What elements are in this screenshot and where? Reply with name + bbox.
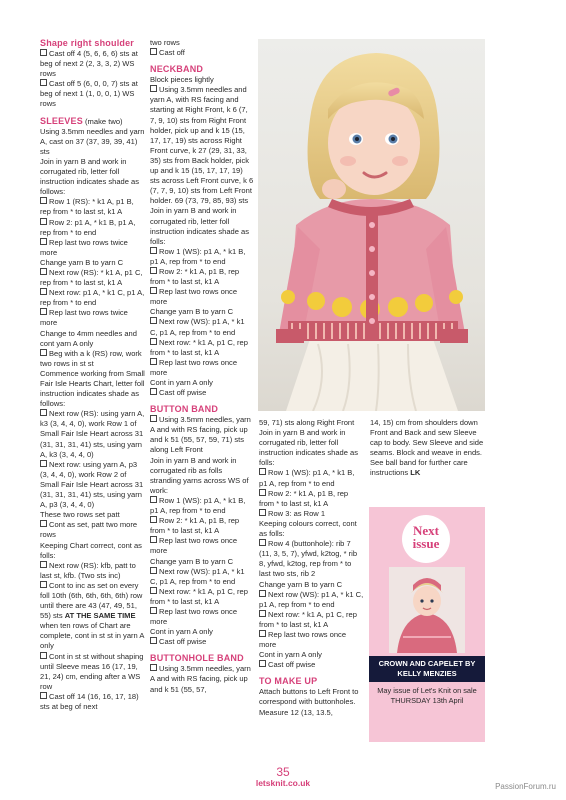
sleeves-change-c: Change yarn B to yarn C (40, 257, 124, 267)
column-3 (259, 418, 364, 718)
button-band-cont: Cont in yarn A only (150, 627, 213, 637)
button-band-change: Change yarn B to yarn C (150, 556, 234, 566)
instruction-line: Row 1 (RS): * k1 A, p1 B, rep from * to last st, k1 A (40, 197, 134, 217)
checkbox-icon[interactable] (150, 287, 157, 294)
instruction-line: Rep last two rows once more (259, 629, 347, 650)
sleeves-intro: Using 3.5mm needles and yarn A, cast on 37 (37, 39, 39, 41) sts (40, 126, 145, 156)
checkbox-icon[interactable] (40, 652, 47, 659)
instruction-line: Next row: * k1 A, p1 C, rep from * to last st, k1 A (150, 337, 248, 357)
checkbox-icon[interactable] (150, 637, 157, 644)
checkbox-icon[interactable] (40, 288, 47, 295)
checkbox-icon[interactable] (259, 610, 266, 617)
col3-change: Change yarn B to yarn C (259, 579, 343, 589)
checkbox-icon[interactable] (150, 388, 157, 395)
checkbox-icon[interactable] (150, 496, 157, 503)
checkbox-icon[interactable] (150, 358, 157, 365)
heading-buttonhole-band: BUTTONHOLE BAND (150, 653, 244, 664)
instruction-line: Row 2: * k1 A, p1 B, rep from * to last st, k1 A (150, 516, 240, 536)
col4-text: 14, 15) cm from shoulders down Front and Back and sew Sleeve cap to body. Sew Sleeve and side seams. Block and weave in ends. See ball band for further care instructions LK (370, 418, 484, 478)
button-band-join: Join in yarn B and work in corrugated rib as folls stranding yarns across WS of work: (150, 455, 249, 495)
next-issue-badge: Next issue (402, 515, 450, 563)
checkbox-icon[interactable] (150, 567, 157, 574)
checkbox-icon[interactable] (40, 197, 47, 204)
promo-title: CROWN AND CAPELET BY KELLY MENZIES (369, 656, 485, 682)
make-up-text: Attach buttons to Left Front to correspond with buttonholes. Measure 12 (13, 13.5, (259, 687, 359, 717)
instruction-line: Using 3.5mm needles and yarn A, with RS facing and starting at Right Front, k 6 (7, 7, 9, 10) sts from Right Front holder, pick up and k 15 (15, 17, 17, 19) sts across Right Front curve, k 27 (29, 31, 33, 35) sts from Back holder, pick up and k 15 (15, 17, 17, 19) sts across Left Front curve, k 6 (7, 7, 9, 10) sts from Left Front holder. 69 (73, 79, 85, 93) sts (150, 85, 254, 206)
checkbox-icon[interactable] (40, 218, 47, 225)
instruction-line: Row 3: as Row 1 (259, 509, 364, 519)
checkbox-icon[interactable] (150, 415, 157, 422)
instruction-line: Next row: * k1 A, p1 C, rep from * to last st, k1 A (259, 609, 357, 629)
instruction-line: Cast off 5 (6, 0, 0, 7) sts at beg of next 1 (1, 0, 0, 1) WS rows (40, 79, 138, 109)
instruction-line: Next row: using yarn A, p3 (3, 4, 4, 0), work Row 2 of Small Fair Isle Heart across 31 (31, 31, 31, 41) sts, using yarn A, p3 (3, 4, 4, 0) (40, 459, 144, 510)
sleeves-keeping: Keeping Chart correct, cont as folls: (40, 540, 142, 560)
heading-sleeves: SLEEVES (make two) (40, 115, 123, 126)
instruction-line: Cont in st st without shaping until Sleeve meas 16 (17, 19, 21, 24) cm, ending after a WS row (40, 651, 144, 691)
watermark: PassionForum.ru (495, 782, 556, 791)
instruction-line: Row 2: * k1 A, p1 B, rep from * to last st, k1 A (259, 488, 349, 508)
checkbox-icon[interactable] (150, 516, 157, 523)
column-1 (40, 38, 146, 712)
checkbox-icon[interactable] (40, 349, 47, 356)
checkbox-icon[interactable] (259, 590, 266, 597)
instruction-line: Next row (RS): * k1 A, p1 C, rep from * to last st, k1 A (40, 267, 143, 288)
checkbox-icon[interactable] (259, 468, 266, 475)
instruction-line: Cont as set, patt two more rows (40, 520, 138, 540)
column-2 (150, 38, 254, 695)
checkbox-icon[interactable] (40, 308, 47, 315)
checkbox-icon[interactable] (40, 79, 47, 86)
sleeves-these: These two rows set patt (40, 510, 120, 520)
site-link[interactable]: letsknit.co.uk (255, 778, 311, 788)
instruction-line: Cast off pwise (259, 660, 364, 670)
page-number: 35 (276, 765, 290, 779)
instruction-line: Row 1 (WS): p1 A, * k1 B, p1 A, rep from * to end (150, 246, 246, 266)
instruction-line: Next row (RS): kfb, patt to last st, kfb. (Two sts inc) (40, 560, 136, 580)
instruction-line: Row 4 (buttonhole): rib 7 (11, 3, 5, 7), yfwd, k2tog, * rib 8, yfwd, k2tog, rep from * to last two sts, rib 2 (259, 539, 358, 579)
instruction-line: Cast off pwise (150, 388, 254, 398)
checkbox-icon[interactable] (259, 660, 266, 667)
instruction-line: Rep last two rows once more (150, 357, 238, 377)
neckband-join: Join in yarn B and work in corrugated rib, letter foll instruction indicates shade as folls: (150, 206, 250, 246)
promo-subtitle: May issue of Let's Knit on sale THURSDAY 13th April (377, 686, 477, 705)
instruction-line: Using 3.5mm needles, yarn A and with RS facing, pick up and k 51 (55, 57, (150, 664, 251, 694)
checkbox-icon[interactable] (40, 561, 47, 568)
column-4 (370, 418, 484, 479)
sleeves-commence: Commence working from Small Fair Isle Hearts Chart, letter foll instruction indicates shade as follows: (40, 368, 145, 409)
instruction-line: Next row (RS): using yarn A, k3 (3, 4, 4, 0), work Row 1 of Small Fair Isle Heart across 31 (31, 31, 31, 41) sts, using yarn A, k3 (3, 4, 4, 0) (40, 409, 145, 459)
checkbox-icon[interactable] (150, 48, 157, 55)
capelet-illustration (389, 567, 465, 653)
instruction-line: Rep last two rows twice more (40, 237, 128, 257)
neckband-cont: Cont in yarn A only (150, 378, 213, 387)
sleeves-change-needles: Change to 4mm needles and cont yarn A only (40, 328, 137, 348)
checkbox-icon[interactable] (259, 539, 266, 546)
instruction-line: Row 1 (WS): p1 A, * k1 B, p1 A, rep from * to end (150, 495, 246, 516)
instruction-line: Beg with a k (RS) row, work two rows in st st (40, 348, 142, 368)
checkbox-icon[interactable] (40, 49, 47, 56)
instruction-line: Cont to inc as set on every foll 10th (6th, 6th, 6th, 6th) row until there are 43 (47, 49, 51, 55) sts AT THE SAME TIME when ten rows of Chart are complete, cont in st st in yarn A only (40, 580, 145, 651)
heading-button-band: BUTTON BAND (150, 404, 219, 415)
checkbox-icon[interactable] (150, 587, 157, 594)
checkbox-icon[interactable] (259, 489, 266, 496)
instruction-line: Next row: p1 A, * k1 C, p1 A, rep from * to end (40, 288, 145, 308)
instruction-line: Rep last two rows once more (150, 606, 238, 627)
instruction-line: Next row (WS): p1 A, * k1 C, p1 A, rep from * to end (150, 566, 245, 586)
cardigan-photo (258, 39, 485, 411)
checkbox-icon[interactable] (259, 630, 266, 637)
signoff: LK (410, 468, 421, 478)
instruction-line: Next row (WS): p1 A, * k1 C, p1 A, rep from * to end (259, 589, 364, 609)
checkbox-icon[interactable] (40, 460, 47, 467)
col3-cont: Cont in yarn A only (259, 650, 322, 660)
instruction-line: Next row: * k1 A, p1 C, rep from * to last st, k1 A (150, 586, 248, 606)
instruction-line: Row 2: * k1 A, p1 B, rep from * to last st, k1 A (150, 266, 240, 287)
checkbox-icon[interactable] (150, 607, 157, 614)
instruction-line: Rep last two rows once more (150, 536, 238, 556)
checkbox-icon[interactable] (259, 509, 266, 516)
checkbox-icon[interactable] (40, 581, 47, 588)
instruction-line: Cast off (150, 48, 254, 58)
checkbox-icon[interactable] (150, 85, 157, 92)
heading-to-make-up: TO MAKE UP (259, 676, 318, 687)
instruction-line: Cast off 4 (5, 6, 6, 6) sts at beg of next 2 (2, 3, 3, 2) WS rows (40, 49, 138, 79)
checkbox-icon[interactable] (40, 520, 47, 527)
checkbox-icon[interactable] (150, 317, 157, 324)
instruction-line: Cast off 14 (16, 16, 17, 18) sts at beg of next (40, 691, 139, 711)
checkbox-icon[interactable] (150, 536, 157, 543)
instruction-line: Using 3.5mm needles, yarn A and with RS facing, pick up and k 51 (55, 57, 59, 71) sts along Left Front (150, 415, 251, 455)
col3-keeping: Keeping colours correct, cont as folls: (259, 518, 357, 539)
checkbox-icon[interactable] (40, 268, 47, 275)
child-cardigan-illustration (258, 39, 485, 411)
col3-cont-text: 59, 71) sts along Right Front (259, 418, 355, 427)
checkbox-icon[interactable] (40, 409, 47, 416)
checkbox-icon[interactable] (40, 238, 47, 245)
checkbox-icon[interactable] (150, 664, 157, 671)
heading-shape-right-shoulder: Shape right shoulder (40, 38, 135, 48)
instruction-line: Next row (WS): p1 A, * k1 C, p1 A, rep from * to end (150, 317, 245, 337)
instruction-line: Row 2: p1 A, * k1 B, p1 A, rep from * to end (40, 217, 136, 237)
neckband-block: Block pieces lightly (150, 75, 214, 85)
next-issue-promo[interactable] (369, 507, 485, 742)
heading-neckband: NECKBAND (150, 64, 204, 75)
checkbox-icon[interactable] (40, 692, 47, 699)
instruction-line: Rep last two rows twice more (40, 308, 128, 328)
checkbox-icon[interactable] (150, 267, 157, 274)
instruction-line: Rep last two rows once more (150, 287, 238, 307)
sleeves-join: Join in yarn B and work in corrugated rib, letter foll instruction indicates shade as follows: (40, 156, 140, 197)
neckband-change: Change yarn B to yarn C (150, 307, 234, 317)
col3-join: Join in yarn B and work in corrugated rib, letter foll instruction indicates shade as folls: (259, 428, 359, 468)
checkbox-icon[interactable] (150, 338, 157, 345)
capelet-photo (389, 567, 465, 653)
two-rows: two rows (150, 38, 180, 47)
instruction-line: Row 1 (WS): p1 A, * k1 B, p1 A, rep from * to end (259, 468, 355, 488)
checkbox-icon[interactable] (150, 247, 157, 254)
instruction-line: Cast off pwise (150, 637, 254, 647)
